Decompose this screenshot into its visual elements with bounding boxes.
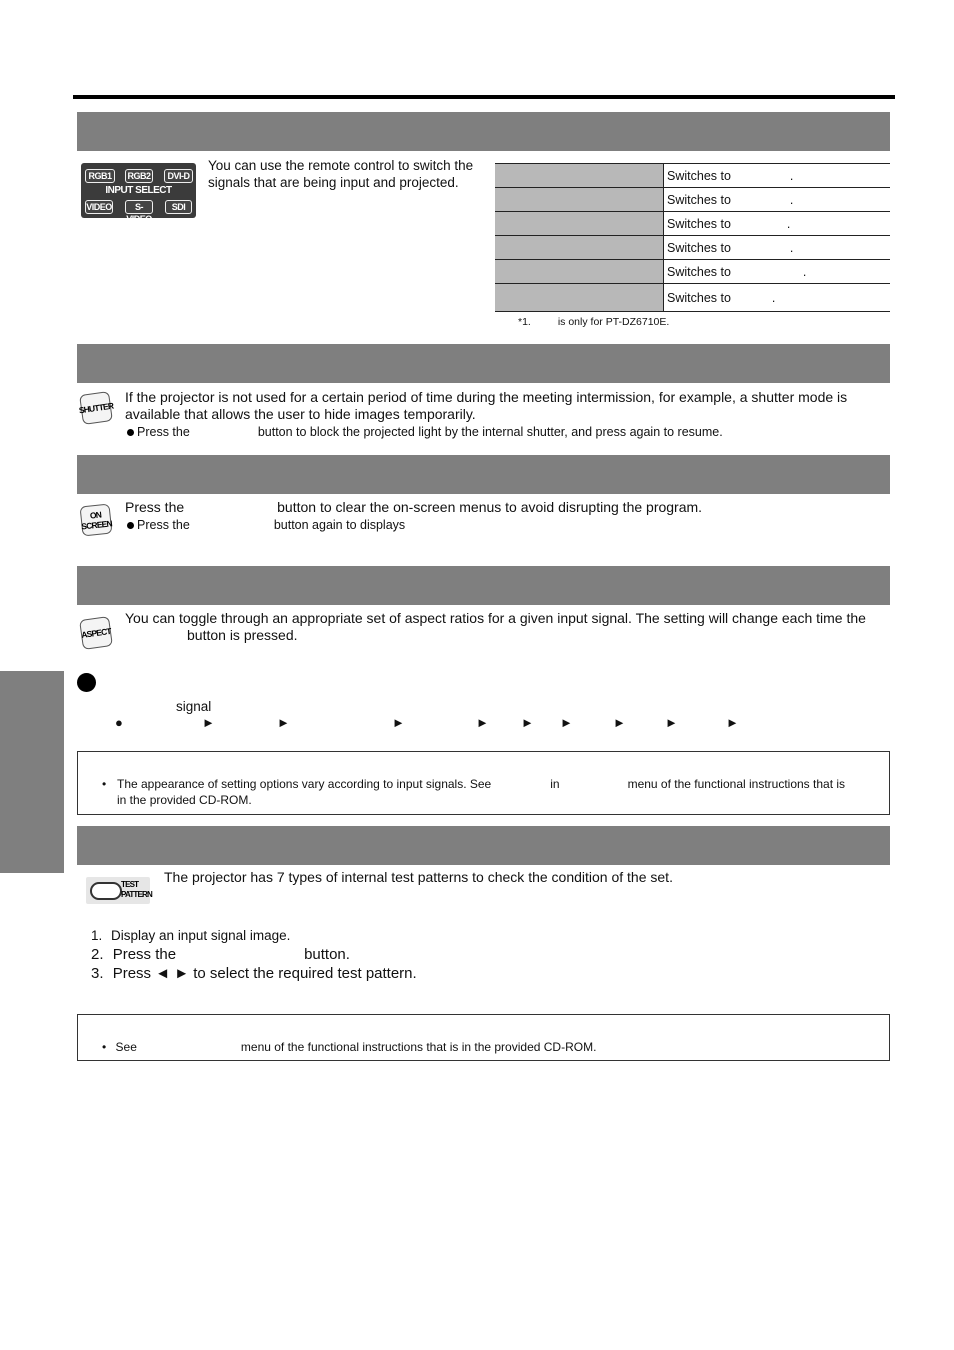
- on-screen-button-icon: [80, 504, 113, 537]
- shutter-description: If the projector is not used for a certain period of time during the meeting intermission, for example, a shutter mode is available that allows the user to hide images temporarily.: [125, 389, 848, 422]
- list-item: [91, 928, 890, 945]
- section-header-input-select: [77, 112, 890, 151]
- table-row: [495, 164, 890, 188]
- on-screen-text-prefix: Press the: [125, 499, 185, 515]
- step-number: 2.: [91, 946, 104, 963]
- table-suffix: .: [789, 240, 794, 255]
- table-suffix: .: [789, 192, 794, 207]
- footnote-text: is only for PT-DZ6710E.: [557, 316, 670, 328]
- table-value-cell: [664, 164, 891, 188]
- input-select-table: [495, 163, 890, 312]
- top-rule: [73, 95, 895, 99]
- table-key-cell: [495, 284, 664, 312]
- sequence-arrow-icon: ►: [277, 715, 290, 730]
- step-text: Press ◄ ► to select the required test pattern.: [112, 965, 417, 982]
- shutter-icon-label: SHUTTER: [78, 400, 114, 416]
- input-select-label: INPUT SELECT: [105, 185, 172, 196]
- table-row: [495, 260, 890, 284]
- shutter-button-icon: [79, 391, 113, 425]
- s-video-key: S-VIDEO: [126, 202, 152, 224]
- aspect-note: • The appearance of setting options vary according to input signals. See in menu of the functional instructions that is in the provided CD-ROM.: [102, 777, 846, 807]
- section-header-aspect: [77, 566, 890, 605]
- test-pattern-steps: [91, 928, 890, 983]
- test-pattern-note: [102, 1039, 888, 1055]
- aspect-note-part-c: menu of the functional instructions that is: [627, 777, 846, 791]
- on-screen-text-suffix: button to clear the on-screen menus to avoid disrupting the program.: [277, 499, 703, 515]
- test-pattern-icon-label: [121, 880, 152, 900]
- sequence-start-bullet: ●: [115, 715, 123, 730]
- table-value-cell: [664, 284, 891, 312]
- rgb2-key: RGB2: [125, 169, 153, 183]
- on-screen-note-prefix: Press the: [137, 518, 190, 532]
- table-row: [495, 212, 890, 236]
- test-pattern-button-icon: [86, 877, 150, 904]
- test-pattern-icon-label-2: PATTERN: [121, 890, 152, 899]
- aspect-sequence: [0, 715, 954, 733]
- sequence-arrow-icon: ►: [726, 715, 739, 730]
- dvi-d-key: DVI-D: [164, 169, 193, 183]
- step-text: Display an input signal image.: [111, 928, 291, 943]
- on-screen-note: [127, 517, 890, 533]
- table-key-cell: [495, 164, 664, 188]
- list-item: [91, 945, 890, 964]
- table-value-cell: [664, 212, 891, 236]
- sequence-arrow-icon: ►: [665, 715, 678, 730]
- on-screen-icon-label-1: ON: [89, 509, 102, 521]
- step-text: Press the: [112, 946, 177, 963]
- shutter-note: [127, 424, 890, 440]
- aspect-description-line1: You can toggle through an appropriate set of aspect ratios for a given input signal. The setting will change each time the: [125, 610, 866, 626]
- table-value: Switches to: [667, 240, 731, 255]
- sdi-key: SDI: [165, 200, 192, 214]
- test-pattern-intro: The projector has 7 types of internal test patterns to check the condition of the set.: [164, 869, 673, 885]
- table-suffix: .: [789, 168, 794, 183]
- test-pattern-note-prefix: See: [115, 1040, 137, 1054]
- table-value: Switches to: [667, 192, 731, 207]
- side-tab: [0, 671, 64, 873]
- step-text-after: button.: [304, 946, 350, 963]
- sequence-arrow-icon: ►: [560, 715, 573, 730]
- aspect-note-part-b: in: [550, 777, 560, 791]
- table-row: [495, 284, 890, 312]
- input-select-description: You can use the remote control to switch the signals that are being input and projected.: [208, 158, 474, 190]
- test-pattern-note-box: [77, 1014, 890, 1061]
- table-key-cell: [495, 212, 664, 236]
- table-value: Switches to: [667, 168, 731, 183]
- aspect-description-line2: button is pressed.: [187, 627, 298, 643]
- on-screen-description: [125, 499, 890, 516]
- table-value-cell: [664, 260, 891, 284]
- test-pattern-note-suffix: menu of the functional instructions that is in the provided CD-ROM.: [240, 1040, 597, 1054]
- aspect-icon-label: ASPECT: [80, 625, 112, 641]
- input-select-footnote: [518, 316, 669, 328]
- table-suffix: .: [786, 216, 791, 231]
- step-number: 1.: [91, 928, 103, 943]
- sequence-arrow-icon: ►: [521, 715, 534, 730]
- input-select-remote-icon: [81, 163, 196, 224]
- aspect-note-box: [77, 751, 890, 815]
- shutter-note-suffix: button to block the projected light by the internal shutter, and press again to resume.: [257, 425, 723, 439]
- sequence-arrow-icon: ►: [476, 715, 489, 730]
- list-item: [91, 964, 890, 983]
- on-screen-note-suffix: button again to displays: [273, 518, 406, 532]
- shutter-note-prefix: Press the: [137, 425, 190, 439]
- table-value-cell: [664, 188, 891, 212]
- table-suffix: .: [771, 290, 776, 305]
- step-number: 3.: [91, 965, 104, 982]
- bullet-icon: [127, 429, 134, 436]
- aspect-description: [125, 610, 890, 644]
- section-header-on-screen: [77, 455, 890, 494]
- section-header-shutter: [77, 344, 890, 383]
- signal-label: signal: [176, 699, 212, 714]
- sequence-arrow-icon: ►: [202, 715, 215, 730]
- table-key-cell: [495, 188, 664, 212]
- aspect-note-part-d: in the provided CD-ROM.: [117, 793, 252, 807]
- on-screen-icon-label-2: SCREEN: [80, 518, 113, 532]
- aspect-button-icon: [79, 616, 113, 650]
- aspect-note-part-a: The appearance of setting options vary according to input signals. See: [117, 777, 492, 791]
- test-pattern-pill-shape: [90, 882, 122, 900]
- table-value: Switches to: [667, 290, 731, 305]
- sequence-arrow-icon: ►: [392, 715, 405, 730]
- rgb1-key: RGB1: [85, 169, 115, 183]
- table-suffix: .: [802, 264, 807, 279]
- table-value: Switches to: [667, 216, 731, 231]
- sequence-arrow-icon: ►: [613, 715, 626, 730]
- table-key-cell: [495, 260, 664, 284]
- table-row: [495, 236, 890, 260]
- footnote-mark: *1.: [518, 316, 531, 328]
- video-key: VIDEO: [86, 202, 112, 212]
- table-row: [495, 188, 890, 212]
- table-value: Switches to: [667, 264, 731, 279]
- test-pattern-icon-label-1: TEST: [121, 880, 139, 889]
- table-value-cell: [664, 236, 891, 260]
- bullet-icon: [127, 522, 134, 529]
- section-header-test-pattern: [77, 826, 890, 865]
- note-bullet: •: [102, 1040, 107, 1054]
- numbered-circle-marker: [77, 673, 96, 692]
- table-key-cell: [495, 236, 664, 260]
